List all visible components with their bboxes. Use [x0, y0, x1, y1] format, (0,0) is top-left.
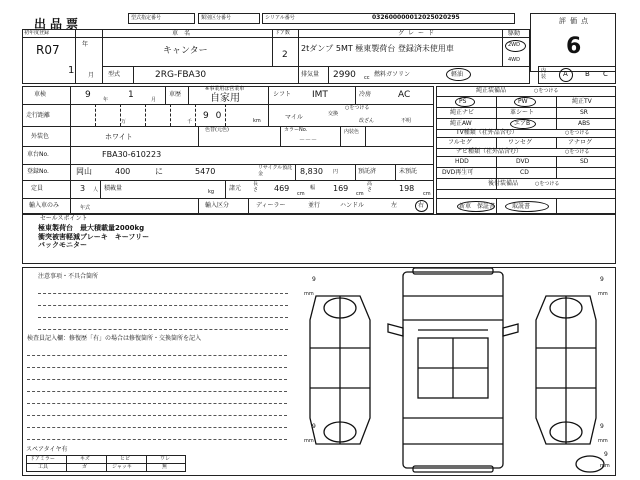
mileage-opt-unknown: 不明: [401, 118, 412, 124]
height-unit: cm: [423, 191, 431, 197]
serial-value: 032600000012025020295: [372, 14, 460, 21]
equip-leather: 革シート: [510, 109, 535, 116]
equip-navi: 純正ナビ: [450, 109, 475, 116]
interior-a: A: [563, 70, 568, 78]
grade: 2tダンプ 5MT 極東製荷台 登録済未使用車: [301, 44, 454, 53]
tv-analog: アナログ: [568, 139, 593, 146]
score-label: 評価点: [559, 17, 592, 25]
usage: 自家用: [210, 93, 240, 104]
height-label: 高さ: [367, 181, 373, 193]
details-table: [22, 86, 434, 214]
sales-point-line3: バックモニター: [38, 241, 87, 249]
grade-label: グレード: [398, 30, 439, 37]
mileage-label: 走行距離: [26, 112, 51, 119]
handle-label: ハンドル: [340, 202, 365, 209]
shift: IMT: [312, 90, 328, 100]
load-label: 積載量: [104, 185, 123, 192]
tire-spare-depth: 9: [604, 451, 608, 458]
inspection-label: 車検: [34, 91, 47, 98]
drive-4wd: 4WD: [508, 57, 520, 63]
displacement: 2990: [333, 70, 356, 80]
equip-abs: ABS: [578, 120, 590, 127]
import-label: 輸入車のみ: [29, 202, 60, 209]
tools-value-1: ガ: [82, 464, 88, 470]
first-reg-era: R07: [36, 43, 60, 57]
equip-aw: 純正AW: [450, 120, 472, 127]
doors-label: ドア数: [275, 30, 290, 36]
first-reg-label: 初年度登録: [24, 30, 50, 36]
navi-type-note: ○をつける: [565, 149, 590, 155]
capacity-label: 定員: [31, 185, 44, 192]
class-no-label: 類別区分番号: [201, 15, 232, 21]
year-unit: 年: [82, 41, 89, 48]
tools-value-0: 工具: [38, 464, 49, 470]
interior-c: C: [603, 70, 608, 78]
drive-label: 駆動: [508, 30, 521, 37]
import-type-label: 輸入区分: [205, 202, 230, 209]
inspection-year: 9: [85, 90, 91, 100]
inspection-month-unit: 月: [151, 97, 157, 103]
width-unit: cm: [356, 191, 364, 197]
mileage-opts-label: マイル: [285, 114, 303, 121]
import-type-dealer: ディーラー: [256, 202, 286, 209]
mileage: 9 0: [203, 111, 224, 121]
navi-sd: SD: [580, 158, 589, 165]
plate-number: 5470: [195, 167, 216, 176]
plate-kana: に: [155, 167, 163, 176]
fuel-gasoline: ガソリン: [386, 71, 411, 78]
usage-label: 車歴: [169, 91, 182, 98]
equip-new: 新車: [459, 203, 472, 210]
length-label: 長さ: [253, 181, 259, 193]
car-name: キャンター: [163, 46, 208, 56]
ac-label: 冷房: [359, 91, 372, 98]
tools-header-1: キズ: [80, 456, 90, 462]
color-no: －－－: [299, 137, 318, 144]
vehicle-damage-diagram: [290, 268, 616, 476]
recycle-status-unpaid: 未預託: [399, 168, 418, 175]
mileage-opt-exchange: 交換: [328, 111, 339, 117]
doors: 2: [282, 50, 288, 60]
car-name-label: 車名: [172, 30, 197, 37]
mileage-unit: km: [253, 118, 261, 124]
plate-class: 400: [115, 167, 131, 176]
tire-spare-unit: mm: [600, 463, 610, 469]
tv-fullseg: フルセグ: [448, 139, 472, 146]
model-label: 型式: [108, 71, 121, 78]
plate-region: 岡山: [76, 167, 92, 176]
length: 469: [274, 184, 290, 193]
recycle-status: 預託済: [358, 168, 377, 175]
tire-rr-depth: 9: [600, 423, 604, 430]
equip-tv: 純正TV: [572, 98, 592, 105]
equip-ps: PS: [459, 98, 467, 105]
chassis-label: 車台No.: [27, 151, 49, 158]
tire-fr-unit: mm: [598, 291, 608, 297]
navi-dvd-play: DVD再生可: [442, 169, 474, 176]
fuel-diesel: 軽油: [451, 71, 464, 78]
page-title: 出品票: [34, 17, 83, 31]
caution-label: 注意事項・不具合箇所: [38, 273, 99, 280]
model: 2RG-FBA30: [155, 70, 207, 80]
plate-label: 登録No.: [27, 168, 49, 175]
dims-label: 諸元: [229, 185, 242, 192]
equip-airbag: エアB: [514, 120, 531, 127]
interior-label: 内装: [541, 68, 547, 80]
color: ホワイト: [105, 133, 133, 141]
handle-right: 右: [418, 202, 425, 209]
shift-label: シフト: [273, 91, 292, 98]
chassis: FBA30-610223: [102, 150, 162, 159]
score-value: 6: [566, 34, 582, 59]
tools-header-2: ヒビ: [120, 456, 131, 462]
mileage-note: ○をつける: [345, 105, 370, 111]
height: 198: [399, 184, 415, 193]
inspector-label: 検査員記入欄：修復歴「有」の場合は修復箇所・交換箇所を記入: [27, 335, 202, 342]
inspection-year-unit: 年: [103, 97, 109, 103]
tv-type-title: TV種類（社外品含む）: [456, 129, 518, 136]
equip-pw: PW: [518, 98, 528, 105]
tools-value-3: 無: [162, 464, 168, 470]
displacement-label: 排気量: [301, 71, 320, 78]
sales-point-label: セールスポイント: [40, 215, 88, 222]
equipment-note: ○をつける: [534, 88, 559, 94]
navi-type-title: ナビ種類（社外品含む）: [456, 148, 523, 155]
import-type-parallel: 並行: [308, 202, 321, 209]
fuel-label: 燃料: [374, 71, 387, 78]
sales-point-line1: 極東製荷台 最大積載量2000kg: [38, 224, 145, 232]
navi-hdd: HDD: [455, 158, 469, 165]
color-label: 外装色: [31, 133, 50, 140]
length-unit: cm: [297, 191, 305, 197]
width: 169: [333, 184, 349, 193]
color-no-label: カラーNo.: [284, 127, 308, 133]
mileage-unit-man: 万: [121, 119, 127, 125]
inspection-month: 1: [128, 90, 134, 100]
month-unit: 月: [88, 72, 95, 79]
sales-point-line2: 衝突被害軽減ブレーキ キーフリー: [38, 233, 150, 241]
drive-2wd: 2WD: [508, 42, 520, 48]
mileage-opt-tampered: 改ざん: [359, 118, 375, 124]
tire-rr-unit: mm: [598, 438, 608, 444]
interior-color-label: 内装色: [344, 129, 360, 135]
cert-no-label: 型式指定番号: [131, 15, 162, 21]
aftermarket-title: 後付装備品: [488, 180, 519, 187]
recycle-unit: 円: [333, 169, 339, 175]
color-original-label: 色替(元色): [205, 127, 229, 133]
navi-cd: CD: [520, 169, 529, 176]
width-label: 幅: [310, 185, 316, 191]
ac: AC: [398, 90, 411, 100]
load-unit: kg: [208, 189, 215, 195]
tools-header-3: ワレ: [160, 456, 171, 462]
tire-rl-unit: mm: [304, 438, 314, 444]
recycle-label: リサイクル預託金: [258, 165, 293, 177]
tv-oneseg: ワンセグ: [508, 139, 533, 146]
spare-tire-label: スペアタイヤ有: [26, 446, 68, 453]
equip-sr: SR: [580, 109, 588, 116]
equip-warranty: 保証書: [477, 203, 496, 210]
tire-fr-depth: 9: [600, 276, 604, 283]
tire-fl-depth: 9: [312, 276, 316, 283]
interior-b: B: [585, 70, 590, 78]
import-year-label: 年式: [80, 205, 91, 211]
aftermarket-note: ○をつける: [535, 181, 560, 187]
tv-type-note: ○をつける: [565, 130, 590, 136]
displacement-unit: cc: [364, 75, 370, 81]
serial-label: シリアル番号: [265, 15, 295, 21]
capacity-unit: 人: [93, 187, 99, 193]
tools-value-2: ジャッキ: [112, 464, 132, 470]
capacity: 3: [80, 184, 86, 193]
tire-fl-unit: mm: [304, 291, 314, 297]
equipment-title: 純正装備品: [476, 87, 507, 94]
navi-dvd: DVD: [516, 158, 530, 165]
tire-rl-depth: 9: [312, 423, 316, 430]
usage-note: ※事業用は営業車: [205, 86, 245, 92]
tools-header-0: ドアミラー: [30, 456, 55, 462]
handle-left: 左: [391, 202, 398, 209]
equip-manual: 取説書: [512, 203, 531, 210]
recycle: 8,830: [300, 167, 323, 176]
mileage-unit-sen: 千: [187, 119, 193, 125]
first-reg-month: 1: [68, 65, 75, 76]
